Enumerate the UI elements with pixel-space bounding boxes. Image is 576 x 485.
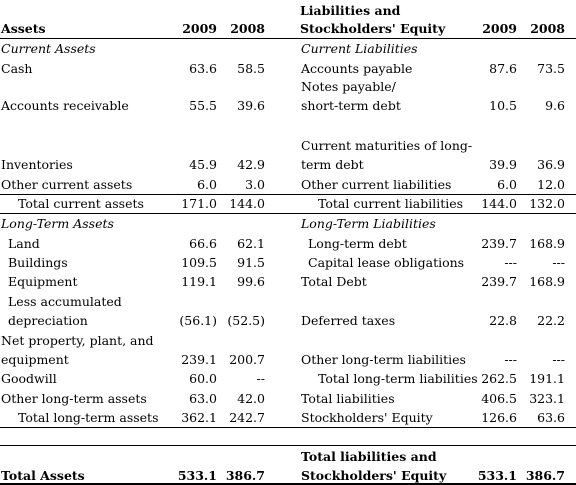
left-value-2009: 533.1 [177, 468, 217, 483]
right-value-2009: 144.0 [481, 196, 517, 211]
right-value-2009: 262.5 [481, 371, 517, 386]
left-value-2008: (52.5) [227, 313, 265, 328]
right-value-2008: 63.6 [537, 410, 565, 425]
left-value-2009: 119.1 [181, 274, 217, 289]
left-value-2009: 66.6 [189, 236, 217, 251]
left-row-label: equipment [1, 352, 69, 367]
left-row-label: Buildings [8, 255, 68, 270]
left-row-label: Cash [1, 61, 33, 76]
right-row-label: Total current liabilities [318, 196, 464, 211]
right-value-2008: 9.6 [545, 98, 565, 113]
right-row-label: Current Liabilities [301, 41, 418, 56]
right-value-2008: 191.1 [529, 371, 565, 386]
left-value-2009: 109.5 [181, 255, 217, 270]
left-row-label: Net property, plant, and [1, 333, 154, 348]
right-value-2009: 406.5 [481, 391, 517, 406]
right-value-2009: --- [504, 255, 517, 270]
left-value-2009: 55.5 [189, 98, 217, 113]
left-row-label: Less accumulated [8, 294, 122, 309]
right-value-2009: 87.6 [489, 61, 517, 76]
left-value-2008: 42.0 [237, 391, 265, 406]
right-row-label: Deferred taxes [301, 313, 396, 328]
right-row-label: Stockholders' Equity [301, 468, 447, 483]
totals-start-rule [0, 445, 576, 446]
right-value-2008: 168.9 [529, 274, 565, 289]
left-value-2008: -- [256, 371, 265, 386]
left-value-2009: 60.0 [189, 371, 217, 386]
left-value-2008: 42.9 [237, 157, 265, 172]
long-term-section-end-rule [0, 427, 576, 428]
left-value-2008: 39.6 [237, 98, 265, 113]
right-value-2008: 36.9 [537, 157, 565, 172]
left-row-label: Other current assets [1, 177, 133, 192]
assets-year-2008-header: 2008 [230, 21, 265, 36]
left-value-2008: 3.0 [245, 177, 265, 192]
right-row-label: Other current liabilities [301, 177, 452, 192]
right-value-2009: 126.6 [481, 410, 517, 425]
left-row-label: Long-Term Assets [1, 216, 114, 231]
left-value-2009: 239.1 [181, 352, 217, 367]
left-row-label: Total long-term assets [18, 410, 159, 425]
left-value-2008: 200.7 [229, 352, 265, 367]
left-value-2008: 58.5 [237, 61, 265, 76]
right-value-2008: 73.5 [537, 61, 565, 76]
liabilities-header-line1: Liabilities and [300, 3, 401, 18]
left-row-label: Accounts receivable [1, 98, 129, 113]
left-value-2008: 386.7 [225, 468, 265, 483]
right-row-label: Stockholders' Equity [301, 410, 433, 425]
long-term-section-start-rule [0, 213, 576, 214]
right-row-label: Current maturities of long- [301, 138, 473, 153]
left-value-2008: 99.6 [237, 274, 265, 289]
right-row-label: short-term debt [301, 98, 401, 113]
right-value-2009: 239.7 [481, 274, 517, 289]
right-value-2009: 10.5 [489, 98, 517, 113]
left-row-label: depreciation [8, 313, 88, 328]
left-row-label: Other long-term assets [1, 391, 147, 406]
right-row-label: Total Debt [301, 274, 367, 289]
liabilities-year-2008-header: 2008 [530, 21, 565, 36]
right-value-2009: --- [504, 352, 517, 367]
left-value-2008: 144.0 [229, 196, 265, 211]
right-value-2008: 132.0 [529, 196, 565, 211]
current-section-end-rule [0, 194, 576, 195]
right-row-label: Long-Term Liabilities [301, 216, 436, 231]
right-row-label: Long-term debt [308, 236, 407, 251]
right-value-2008: 168.9 [529, 236, 565, 251]
right-value-2008: --- [552, 255, 565, 270]
left-value-2009: 63.0 [189, 391, 217, 406]
left-value-2009: 171.0 [181, 196, 217, 211]
assets-header: Assets [1, 21, 46, 36]
left-value-2009: 6.0 [197, 177, 217, 192]
left-value-2009: 45.9 [189, 157, 217, 172]
left-row-label: Equipment [8, 274, 78, 289]
right-row-label: Total long-term liabilities [318, 371, 478, 386]
right-row-label: Capital lease obligations [308, 255, 465, 270]
left-row-label: Land [8, 236, 40, 251]
left-value-2009: 63.6 [189, 61, 217, 76]
left-row-label: Total current assets [18, 196, 144, 211]
header-rule [0, 38, 576, 39]
left-value-2008: 62.1 [237, 236, 265, 251]
left-row-label: Current Assets [1, 41, 96, 56]
liabilities-year-2009-header: 2009 [482, 21, 517, 36]
right-value-2008: 22.2 [537, 313, 565, 328]
right-row-label: Total liabilities [301, 391, 395, 406]
right-value-2009: 239.7 [481, 236, 517, 251]
right-row-label: Accounts payable [301, 61, 413, 76]
left-value-2008: 242.7 [229, 410, 265, 425]
right-value-2009: 39.9 [489, 157, 517, 172]
liabilities-header-line2: Stockholders' Equity [300, 21, 446, 36]
left-row-label: Goodwill [1, 371, 57, 386]
right-value-2009: 533.1 [477, 468, 517, 483]
right-row-label: term debt [301, 157, 364, 172]
left-row-label: Total Assets [1, 468, 85, 483]
right-value-2008: 386.7 [525, 468, 565, 483]
assets-year-2009-header: 2009 [182, 21, 217, 36]
right-value-2008: 12.0 [537, 177, 565, 192]
right-value-2009: 22.8 [489, 313, 517, 328]
left-row-label: Inventories [1, 157, 73, 172]
left-value-2009: (56.1) [179, 313, 217, 328]
right-row-label: Notes payable/ [301, 79, 396, 94]
left-value-2008: 91.5 [237, 255, 265, 270]
right-row-label: Total liabilities and [301, 449, 437, 464]
right-value-2008: --- [552, 352, 565, 367]
right-row-label: Other long-term liabilities [301, 352, 466, 367]
right-value-2009: 6.0 [497, 177, 517, 192]
left-value-2009: 362.1 [181, 410, 217, 425]
right-value-2008: 323.1 [529, 391, 565, 406]
